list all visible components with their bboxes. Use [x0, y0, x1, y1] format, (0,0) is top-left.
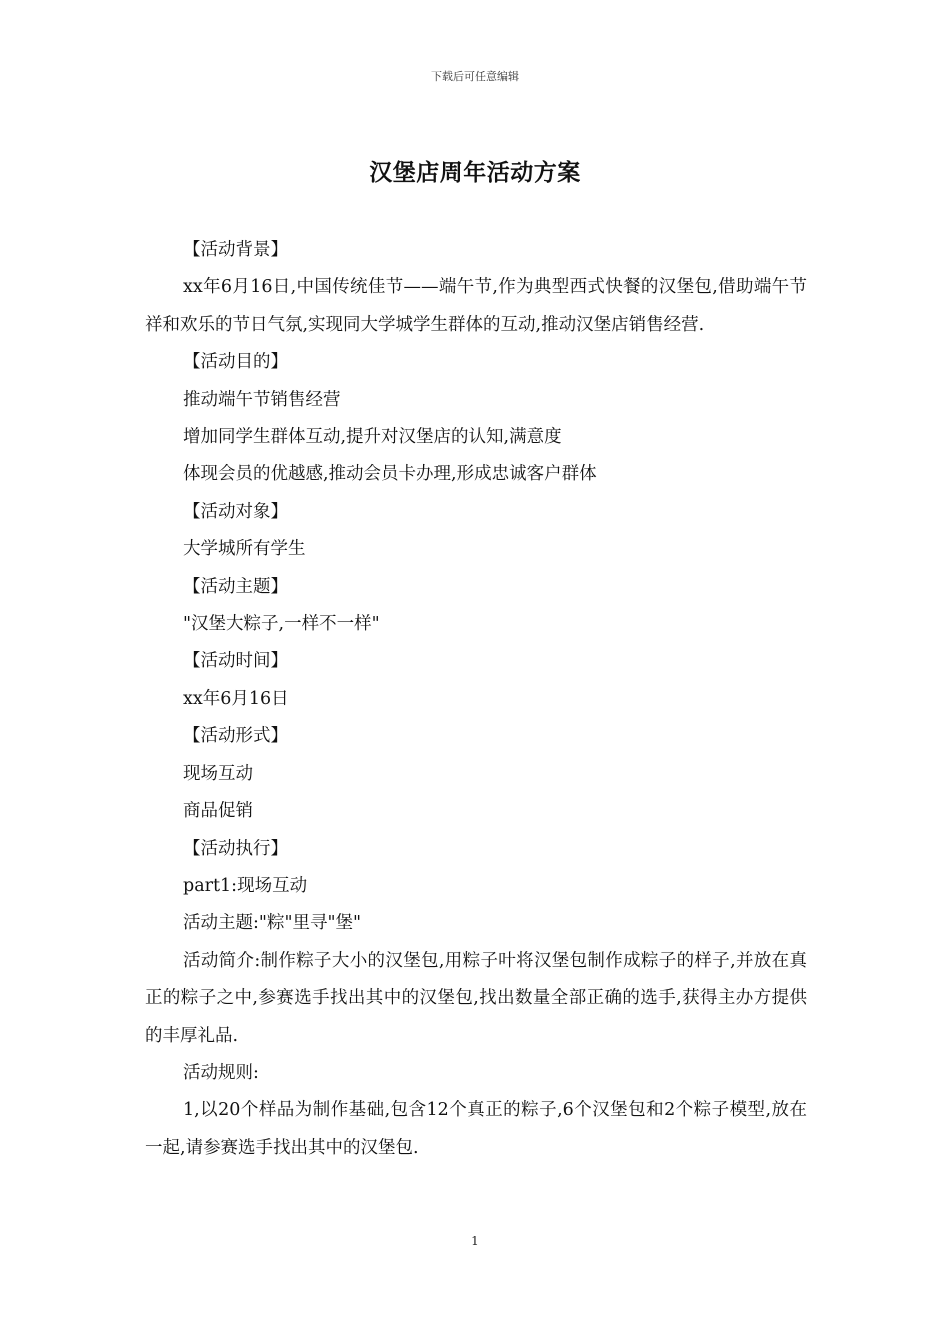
activity-rule-item: 1,以20个样品为制作基础,包含12个真正的粽子,6个汉堡包和2个粽子模型,放在一起,请参赛选手找出其中的汉堡包.	[145, 1100, 807, 1158]
purpose-item: 体现会员的优越感,推动会员卡办理,形成忠诚客户群体	[183, 464, 597, 485]
section-heading-time: 【活动时间】	[183, 651, 288, 672]
execution-part-title: part1:现场互动	[183, 875, 308, 896]
document-title: 汉堡店周年活动方案	[369, 159, 581, 186]
section-heading-background: 【活动背景】	[183, 240, 288, 260]
format-item: 商品促销	[183, 801, 253, 822]
time-text: xx年6月16日	[183, 688, 289, 709]
activity-theme: 活动主题:"粽"里寻"堡"	[183, 913, 362, 934]
theme-text: "汉堡大粽子,一样不一样"	[183, 614, 380, 635]
header-note: 下载后可任意编辑	[431, 70, 519, 83]
activity-intro: 活动简介:制作粽子大小的汉堡包,用粽子叶将汉堡包制作成粽子的样子,并放在真正的粽子之中,参赛选手找出其中的汉堡包,找出数量全部正确的选手,获得主办方提供的丰厚礼品.	[145, 950, 807, 1046]
format-item: 现场互动	[183, 763, 253, 784]
purpose-item: 推动端午节销售经营	[183, 389, 341, 410]
background-text: xx年6月16日,中国传统佳节——端午节,作为典型西式快餐的汉堡包,借助端午节祥和欢乐的节日气氛,实现同大学城学生群体的互动,推动汉堡店销售经营.	[145, 277, 807, 335]
page-number: 1	[471, 1234, 479, 1248]
activity-rules-heading: 活动规则:	[183, 1062, 259, 1083]
section-heading-purpose: 【活动目的】	[183, 352, 288, 373]
section-heading-audience: 【活动对象】	[183, 501, 288, 522]
purpose-item: 增加同学生群体互动,提升对汉堡店的认知,满意度	[183, 427, 562, 448]
section-heading-execution: 【活动执行】	[183, 838, 288, 859]
audience-text: 大学城所有学生	[183, 539, 306, 560]
section-heading-theme: 【活动主题】	[183, 576, 288, 597]
document-body	[145, 232, 807, 1167]
section-heading-format: 【活动形式】	[183, 726, 288, 747]
